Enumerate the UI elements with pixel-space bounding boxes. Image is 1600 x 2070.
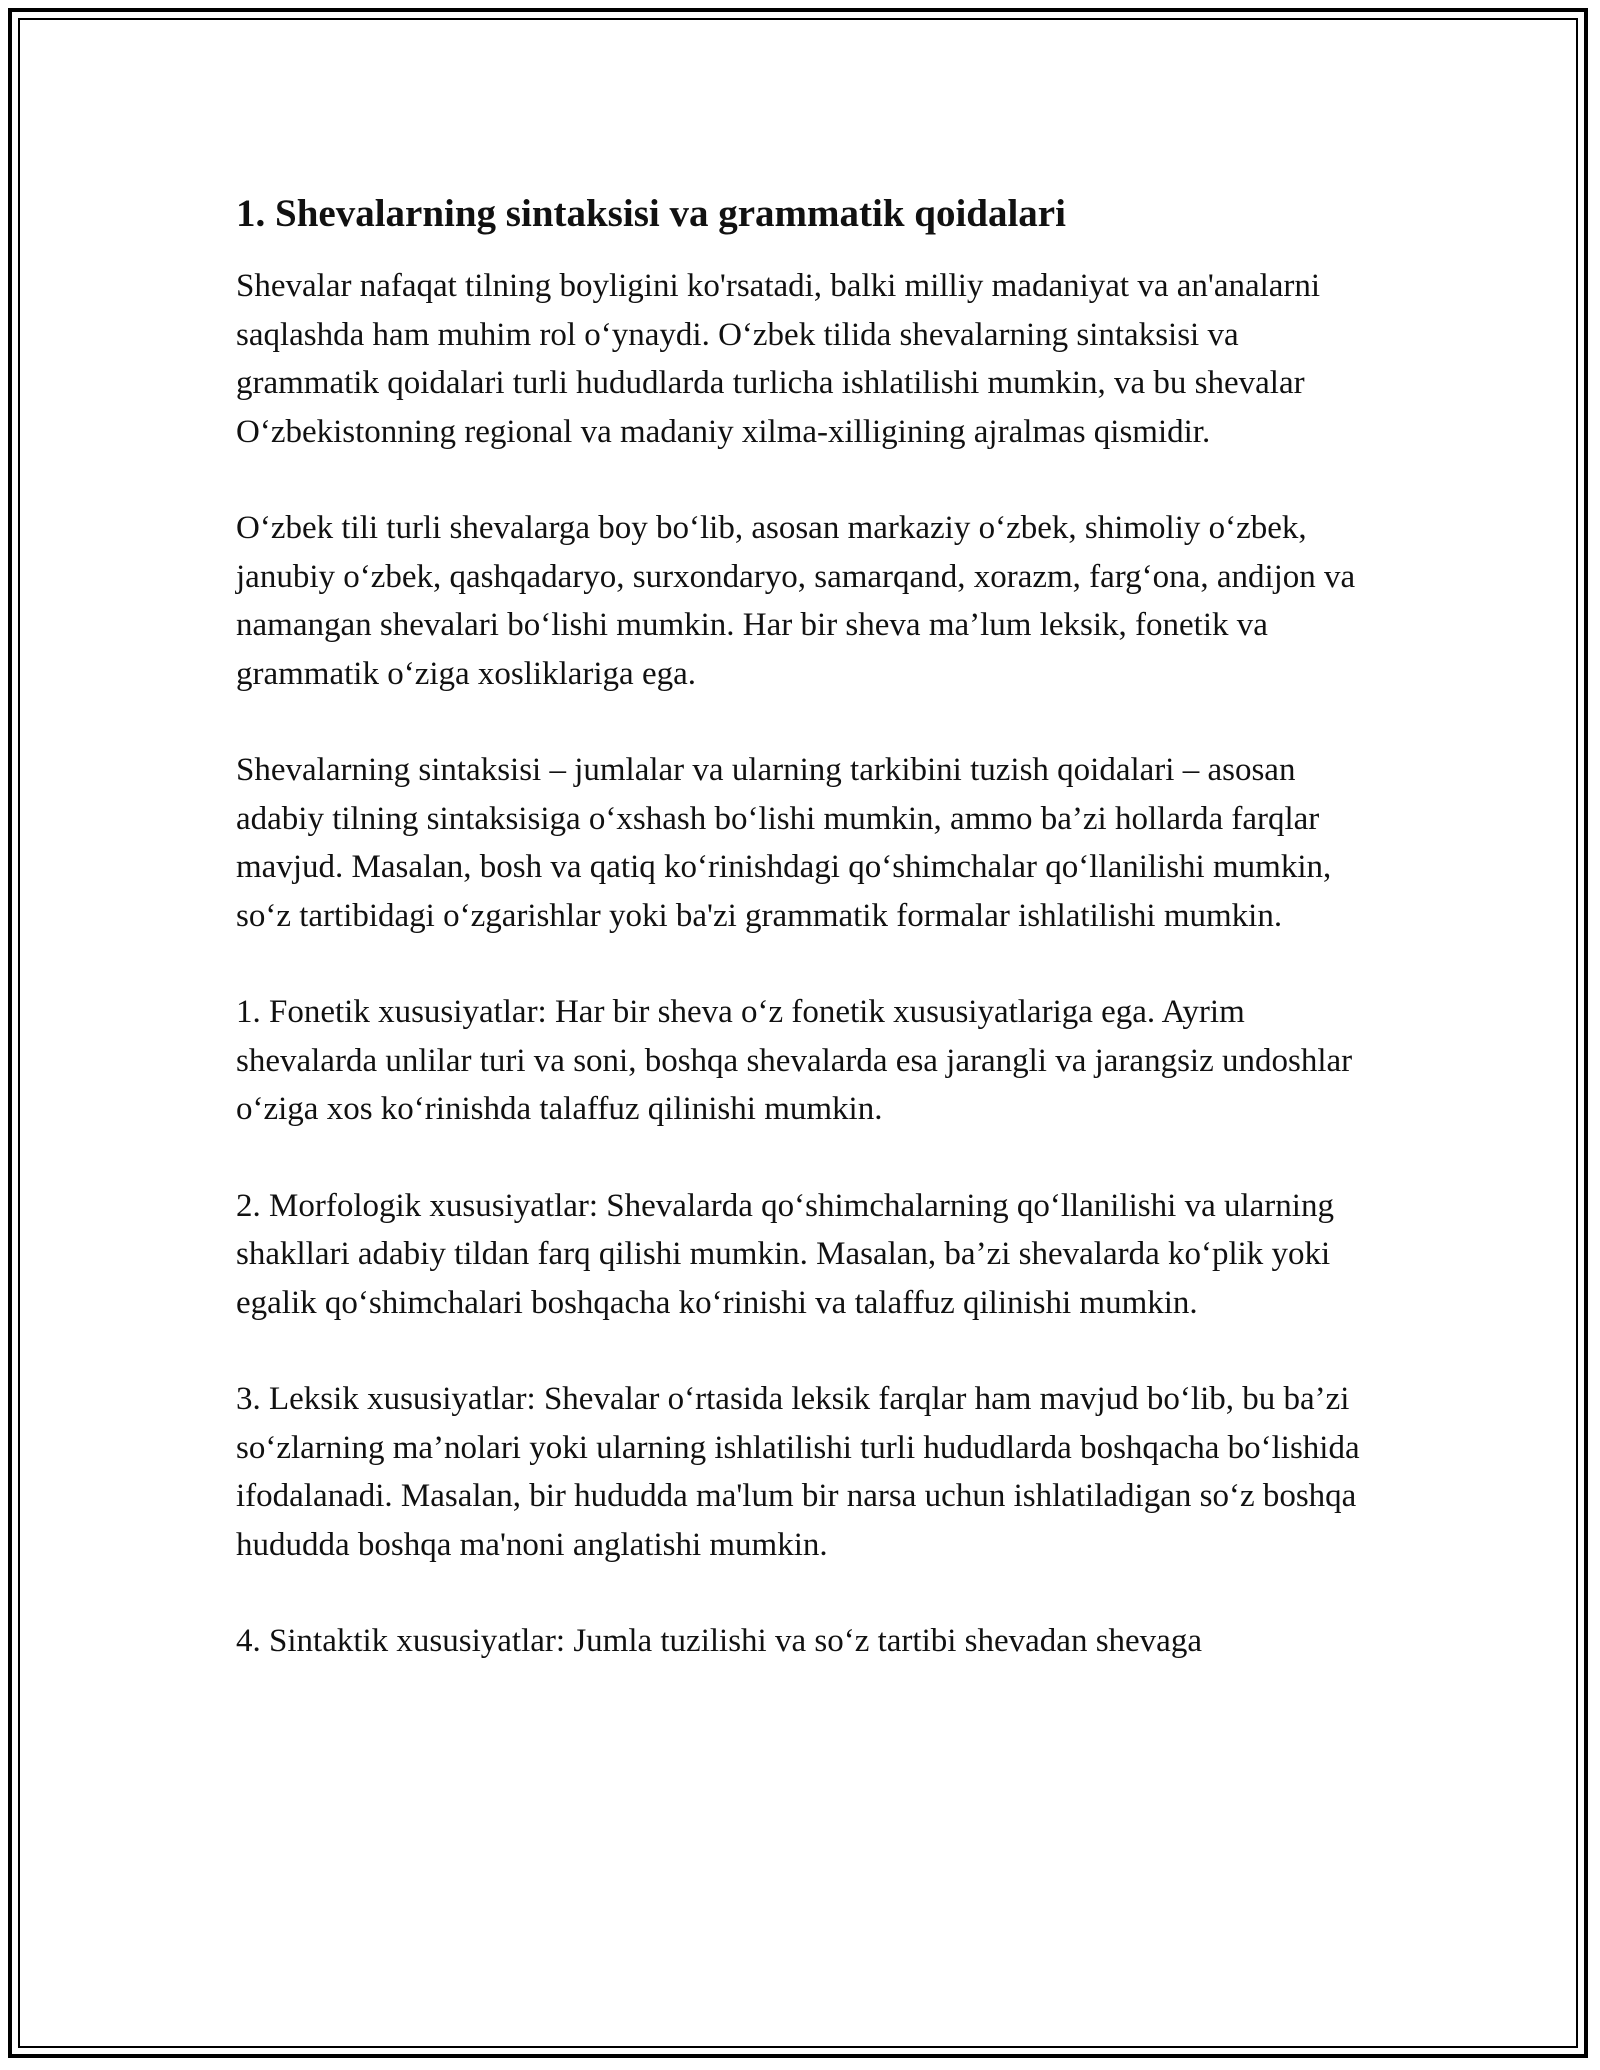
paragraph-phonetic: 1. Fonetik xususiyatlar: Har bir sheva o‘z fonetik xususiyatlariga ega. Ayrim shevalarda unlilar turi va soni, boshqa shevalarda esa jarangli va jarangsiz undoshlar o‘ziga xos ko‘rinishda talaffuz qilinishi mumkin. xyxy=(236,994,1353,1127)
paragraph-morphological: 2. Morfologik xususiyatlar: Shevalarda qo‘shimchalarning qo‘llanilishi va ularning shakllari adabiy tildan farq qilishi mumkin. Masalan, ba’zi shevalarda ko‘plik yoki egalik qo‘shimchalari boshqacha ko‘rinishi va talaffuz qilinishi mumkin. xyxy=(236,1187,1334,1321)
paragraph-syntax: Shevalarning sintaksisi – jumlalar va ularning tarkibini tuzish qoidalari – asosan adabiy tilning sintaksisiga o‘xshash bo‘lishi mumkin, ammo ba’zi hollarda farqlar mavjud. Masalan, bosh va qatiq ko‘rinishdagi qo‘shimchalar qo‘llanilishi mumkin, so‘z tartibidagi o‘zgarishlar yoki ba'zi grammatik formalar ishlatilishi mumkin. xyxy=(236,752,1332,934)
paragraph-intro: Shevalar nafaqat tilning boyligini ko'rsatadi, balki milliy madaniyat va an'analarni saqlashda ham muhim rol o‘ynaydi. O‘zbek tilida shevalarning sintaksisi va grammatik qoidalari turli hududlarda turlicha ishlatilishi mumkin, va bu shevalar O‘zbekistonning regional va madaniy xilma-xilligining ajralmas qismidir. xyxy=(236,268,1321,450)
document-body xyxy=(236,186,1366,1714)
paragraph-dialects: O‘zbek tili turli shevalarga boy bo‘lib, asosan markaziy o‘zbek, shimoliy o‘zbek, janubiy o‘zbek, qashqadaryo, surxondaryo, samarqand, xorazm, farg‘ona, andijon va namangan shevalari bo‘lishi mumkin. Har bir sheva ma’lum leksik, fonetik va grammatik o‘ziga xosliklariga ega. xyxy=(236,510,1356,692)
paragraph-lexical: 3. Leksik xususiyatlar: Shevalar o‘rtasida leksik farqlar ham mavjud bo‘lib, bu ba’zi so‘zlarning ma’nolari yoki ularning ishlatilishi turli hududlarda boshqacha bo‘lishida ifodalanadi. Masalan, bir hududda ma'lum bir narsa uchun ishlatiladigan so‘z boshqa hududda boshqa ma'noni anglatishi mumkin. xyxy=(236,1381,1360,1563)
section-title: 1. Shevalarning sintaksisi va grammatik qoidalari xyxy=(236,192,1066,235)
paragraph-syntactic: 4. Sintaktik xususiyatlar: Jumla tuzilishi va so‘z tartibi shevadan shevaga xyxy=(236,1623,1202,1659)
